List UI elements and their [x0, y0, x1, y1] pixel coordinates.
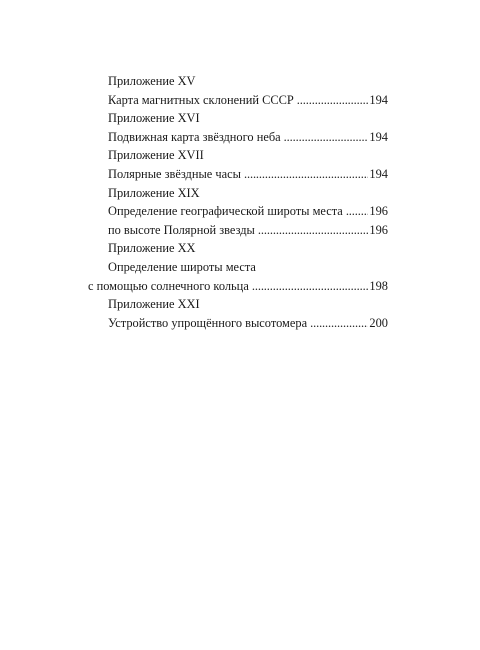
toc-entry-title: Устройство упрощённого высотомера	[108, 315, 308, 330]
toc-entry-title: по высоте Полярной звезды	[108, 222, 255, 237]
appendix-heading-xx	[88, 239, 388, 258]
toc-entry-title: Полярные звёздные часы	[108, 166, 241, 181]
appendix-label: Приложение XIX	[108, 185, 200, 200]
appendix-label: Приложение XXI	[108, 297, 200, 312]
dot-leader	[258, 221, 369, 240]
toc-entry-page: 194	[369, 129, 388, 144]
dot-leader	[244, 165, 368, 184]
dot-leader	[297, 91, 369, 110]
toc-entry-page: 196	[369, 204, 388, 219]
appendix-label: Приложение XVII	[108, 148, 204, 163]
appendix-label: Приложение XVI	[108, 111, 200, 126]
toc-entry-latitude-ring-line1[interactable]	[88, 258, 388, 277]
appendix-heading-xxi	[88, 295, 388, 314]
appendix-heading-xix	[88, 184, 388, 203]
toc-entry-page: 194	[369, 92, 388, 107]
toc-entry-title: Определение географической широты места	[108, 204, 343, 219]
toc-entry-title: Карта магнитных склонений СССР	[108, 92, 294, 107]
appendix-heading-xvi	[88, 109, 388, 128]
toc-entry-title: с помощью солнечного кольца	[88, 278, 249, 293]
toc-entry-altimeter[interactable]	[88, 314, 388, 333]
toc-entry-title: Подвижная карта звёздного неба	[108, 129, 281, 144]
toc-entry-page: 194	[369, 166, 388, 181]
toc-entry-polar-clock[interactable]	[88, 165, 388, 184]
toc-entry-latitude-ring-line2[interactable]	[88, 277, 388, 296]
appendix-label: Приложение XV	[108, 74, 196, 88]
table-of-contents	[88, 72, 388, 332]
toc-entry-page: 198	[369, 278, 388, 293]
toc-entry-title: Определение широты места	[108, 259, 256, 274]
toc-entry-magnetic-map[interactable]	[88, 91, 388, 110]
dot-leader	[252, 277, 369, 296]
appendix-heading-xvii	[88, 146, 388, 165]
toc-entry-latitude-polaris-line2[interactable]	[88, 221, 388, 240]
appendix-heading-xv	[88, 72, 388, 91]
toc-entry-latitude-polaris-line1[interactable]	[88, 202, 388, 221]
dot-leader	[346, 202, 369, 221]
appendix-label: Приложение XX	[108, 241, 196, 256]
toc-entry-star-map[interactable]	[88, 128, 388, 147]
toc-entry-page: 196	[369, 222, 388, 237]
toc-entry-page: 200	[369, 315, 388, 330]
dot-leader	[284, 128, 369, 147]
dot-leader	[310, 314, 368, 333]
